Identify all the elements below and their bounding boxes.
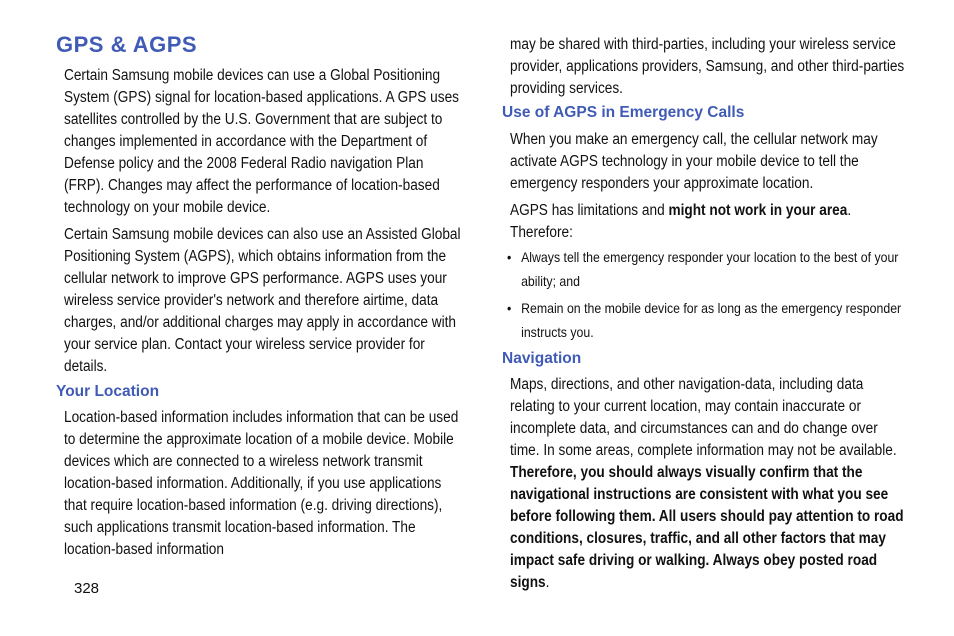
limitations-prefix: AGPS has limitations and [510, 202, 669, 219]
bullet-item [507, 245, 903, 293]
navigation-paragraph [510, 374, 910, 594]
limitations-bold: might not work in your area [668, 202, 848, 219]
bullet-dot-icon: • [507, 249, 512, 265]
navigation-text: Maps, directions, and other navigation-data, including data relating to your current location, may contain inaccurate or incomplete data, and circumstances can and do change over time. In some areas, complete information may not be available. [510, 376, 897, 459]
page-number: 328 [74, 580, 100, 597]
bullet-text: Always tell the emergency responder your location to the best of your ability; and [521, 249, 899, 289]
limitations-paragraph [510, 200, 910, 244]
navigation-heading: Navigation [502, 350, 582, 367]
emergency-paragraph: When you make an emergency call, the cellular network may activate AGPS technology in your mobile device to tell the emergency responders your approximate location. [510, 131, 878, 192]
your-location-heading: Your Location [56, 383, 160, 400]
navigation-warning: Therefore, you should always visually confirm that the navigational instructions are consistent with what you see before following them. All users should pay attention to road conditions, closures, traffic, and all other factors that may impact safe driving or walking. Always obey posted road signs [510, 464, 904, 591]
bullet-item [507, 296, 903, 344]
bullet-text: Remain on the mobile device for as long as the emergency responder instructs you. [521, 300, 902, 340]
navigation-end: . [545, 574, 550, 591]
section-title: GPS & AGPS [56, 32, 198, 57]
bullet-dot-icon: • [507, 300, 512, 316]
gps-paragraph: Certain Samsung mobile devices can use a Global Positioning System (GPS) signal for location-based applications. A GPS uses satellites controlled by the U.S. Government that are subject to changes implemented in accordance with the Department of Defense policy and the 2008 Federal Radio navigation Plan (FRP). Changes may affect the performance of location-based technology on your mobile device. [64, 67, 459, 216]
continued-paragraph: may be shared with third-parties, including your wireless service provider, applications providers, Samsung, and other third-parties providing services. [510, 36, 905, 97]
agps-paragraph: Certain Samsung mobile devices can also use an Assisted Global Positioning System (AGPS), which obtains information from the cellular network to improve GPS performance. AGPS uses your wireless service provider's network and therefore airtime, data charges, and/or additional charges may apply in accordance with your service plan. Contact your wireless service provider for details. [64, 226, 461, 375]
limitations-suffix: . Therefore: [510, 202, 852, 241]
location-paragraph: Location-based information includes information that can be used to determine the approximate location of a mobile device. Mobile devices which are connected to a wireless network transmit location-based information. Additionally, if you use applications that require location-based information (e.g. driving directions), such applications transmit location-based information. The location-based information [64, 409, 459, 558]
emergency-calls-heading: Use of AGPS in Emergency Calls [502, 104, 745, 121]
